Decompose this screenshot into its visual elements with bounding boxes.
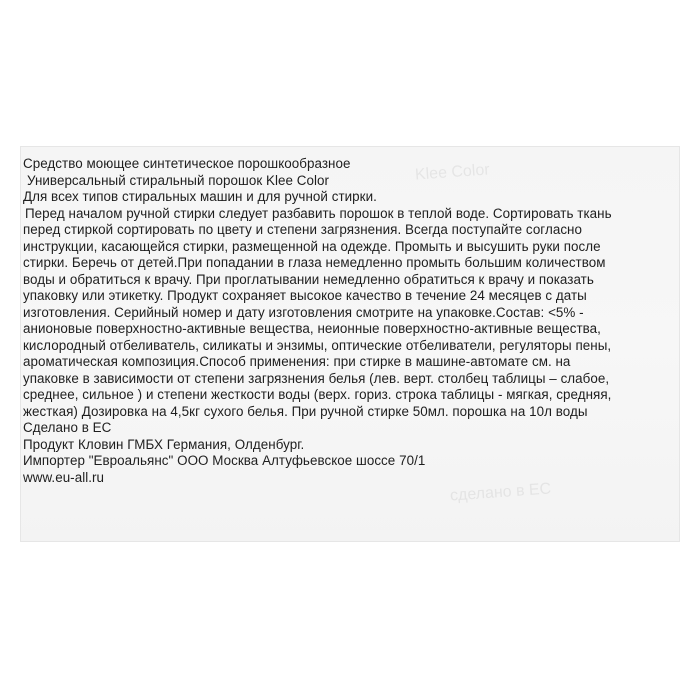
usage-scope-line: Для всех типов стиральных машин и для ручной стирки. — [23, 189, 377, 204]
background-print-ghost: сделано в ЕС — [449, 480, 552, 505]
instructions-line: стирки. Беречь от детей.При попадании в глаза немедленно промыть большим количеством — [23, 255, 606, 270]
product-name-line: Универсальный стиральный порошок Klee Color — [27, 172, 330, 188]
manufacturer-line: Продукт Кловин ГМБХ Германия, Олденбург. — [23, 436, 305, 452]
instructions-line: воды и обратиться к врачу. При проглатывании немедленно обратиться к врачу и показать — [23, 271, 594, 287]
usage-method-line: ароматическая композиция.Способ применения: при стирке в машине-автомате см. на — [23, 354, 571, 369]
usage-method-line: упаковке в зависимости от степени загрязнения белья (лев. верт. столбец таблицы – слабое, — [23, 370, 610, 386]
product-category-line: Средство моющее синтетическое порошкообразное — [23, 156, 351, 171]
instructions-line: инструкции, касающейся стирки, размещенной на одежде. Промыть и высушить руки после — [23, 238, 601, 254]
instructions-line: перед стиркой сортировать по цвету и степени загрязнения. Всегда поступайте согласно — [23, 222, 582, 237]
composition-line: кислородный отбеливатель, силикаты и энзимы, оптические отбеливатели, регуляторы пены, — [23, 337, 612, 353]
importer-line: Импортер "Евроальянс" ООО Москва Алтуфьевское шоссе 70/1 — [23, 453, 426, 468]
usage-method-line: среднее, сильное ) и степени жесткости воды (верх. гориз. строка таблицы - мягкая, средняя, — [23, 387, 612, 402]
instructions-line: Перед началом ручной стирки следует разбавить порошок в теплой воде. Сортировать ткань — [25, 205, 612, 221]
composition-line: изготовления. Серийный номер и дату изготовления смотрите на упаковке.Состав: <5% - — [23, 304, 584, 320]
origin-line: Сделано в ЕС — [23, 420, 112, 435]
dosage-line: жесткая) Дозировка на 4,5кг сухого белья. При ручной стирке 50мл. порошка на 10л воды — [23, 403, 588, 419]
instructions-line: упаковку или этикетку. Продукт сохраняет высокое качество в течение 24 месяцев с даты — [23, 288, 587, 303]
background-print-ghost: Klee Color — [414, 161, 491, 184]
label-text-block — [23, 156, 677, 486]
label-sheet — [20, 146, 680, 542]
composition-line: анионовые поверхностно-активные вещества, неионные поверхностно-активные вещества, — [23, 321, 601, 336]
website-line: www.eu-all.ru — [23, 469, 105, 485]
